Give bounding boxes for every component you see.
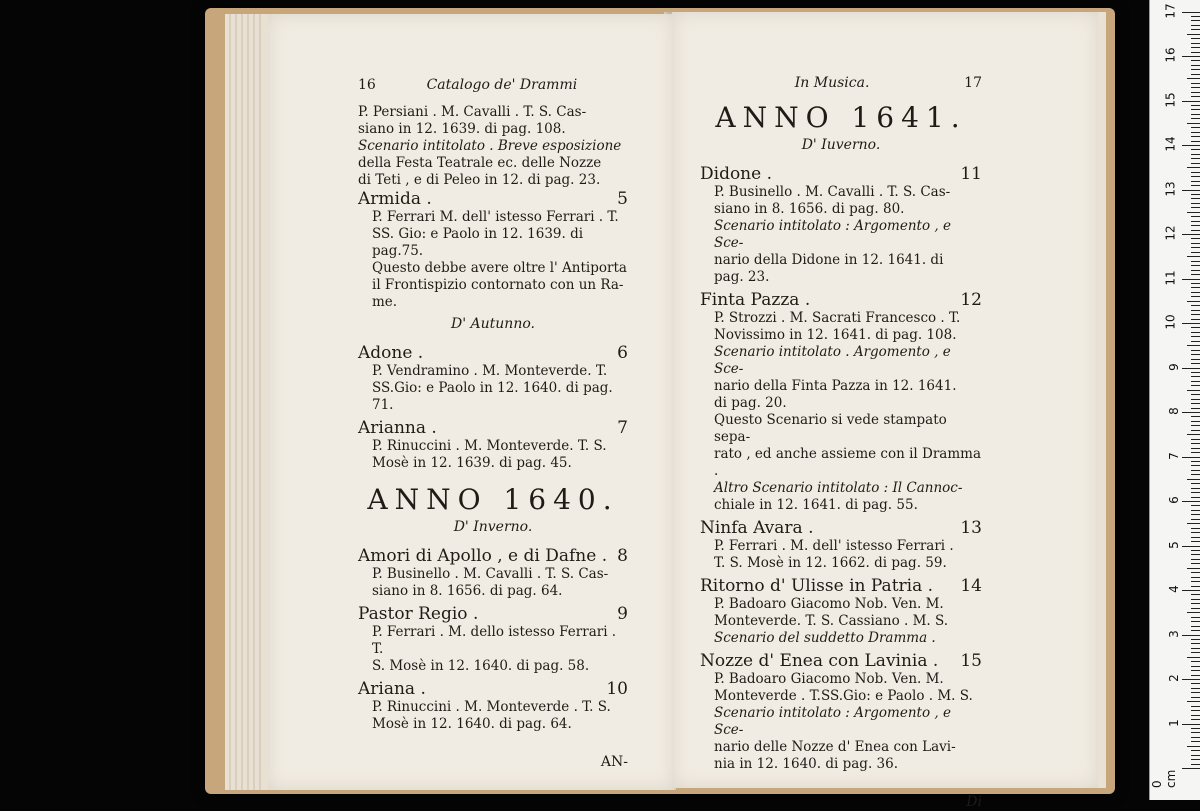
- ruler-minor-tick: [1191, 648, 1200, 649]
- ruler-minor-tick: [1191, 172, 1200, 173]
- ruler-minor-tick: [1191, 207, 1200, 208]
- ruler-major-tick: [1182, 768, 1200, 769]
- ruler-minor-tick: [1191, 158, 1200, 159]
- ruler-label: 6: [1167, 496, 1182, 504]
- entry-number: 10: [606, 679, 628, 699]
- ruler-minor-tick: [1191, 327, 1200, 328]
- entry-line: P. Ferrari . M. dello istesso Ferrari . T.: [372, 624, 617, 657]
- entry-line: SS. Gio: e Paolo in 12. 1639. di pag.75.: [372, 226, 584, 259]
- ruler-major-tick: [1182, 368, 1200, 369]
- ruler-minor-tick: [1191, 372, 1200, 373]
- ruler-minor-tick: [1191, 247, 1200, 248]
- ruler-minor-tick: [1191, 732, 1200, 733]
- entry-ariana: [358, 679, 628, 733]
- right-page-header: [700, 74, 982, 92]
- ruler-minor-tick: [1191, 243, 1200, 244]
- entry-line: P. Badoaro Giacomo Nob. Ven. M.: [714, 596, 944, 612]
- ruler-minor-tick: [1191, 617, 1200, 618]
- left-catchword: AN-: [600, 754, 628, 770]
- ruler-minor-tick: [1191, 261, 1200, 262]
- ruler-minor-tick: [1191, 759, 1200, 760]
- ruler-label: 14: [1163, 136, 1178, 152]
- ruler-minor-tick: [1187, 390, 1200, 391]
- entry-armida: [358, 189, 628, 311]
- ruler-minor-tick: [1191, 688, 1200, 689]
- entry-nozze-d-enea: [700, 651, 982, 773]
- entry-title: Ninfa Avara .: [700, 518, 814, 538]
- ruler-minor-tick: [1191, 706, 1200, 707]
- entry-didone: [700, 164, 982, 286]
- ruler-minor-tick: [1191, 136, 1200, 137]
- ruler-minor-tick: [1191, 465, 1200, 466]
- ruler-minor-tick: [1187, 256, 1200, 257]
- ruler-minor-tick: [1191, 83, 1200, 84]
- ruler-minor-tick: [1191, 448, 1200, 449]
- ruler-minor-tick: [1187, 568, 1200, 569]
- ruler-minor-tick: [1191, 510, 1200, 511]
- left-top-lines: [358, 104, 628, 189]
- ruler-label: 13: [1163, 180, 1178, 197]
- ruler-minor-tick: [1191, 305, 1200, 306]
- entry-line: P. Ferrari . M. dell' istesso Ferrari .: [714, 538, 954, 554]
- ruler-minor-tick: [1191, 163, 1200, 164]
- entry-number: 9: [617, 604, 628, 624]
- entry-title: Finta Pazza .: [700, 290, 811, 310]
- ruler-label: 16: [1163, 47, 1178, 63]
- right-page: [672, 12, 1106, 810]
- ruler-minor-tick: [1191, 314, 1200, 315]
- season-autumn: D' Autunno.: [451, 316, 535, 332]
- page-edges: [225, 14, 265, 790]
- entry-title: Ariana .: [358, 679, 426, 699]
- ruler-minor-tick: [1191, 252, 1200, 253]
- ruler-minor-tick: [1191, 296, 1200, 297]
- ruler-minor-tick: [1191, 363, 1200, 364]
- entry-title: Amori di Apollo , e di Dafne .: [358, 546, 608, 566]
- entry-line: chiale in 12. 1641. di pag. 55.: [714, 497, 918, 513]
- ruler-minor-tick: [1191, 16, 1200, 17]
- ruler-minor-tick: [1191, 154, 1200, 155]
- entry-number: 8: [617, 546, 628, 566]
- entry-number: 14: [960, 576, 982, 596]
- ruler-minor-tick: [1191, 741, 1200, 742]
- ruler-minor-tick: [1191, 537, 1200, 538]
- ruler-label: 8: [1167, 407, 1182, 415]
- ruler-minor-tick: [1187, 301, 1200, 302]
- ruler-minor-tick: [1191, 519, 1200, 520]
- ruler-minor-tick: [1187, 167, 1200, 168]
- ruler-minor-tick: [1191, 394, 1200, 395]
- ruler-label: 10: [1163, 314, 1178, 330]
- entry-line: nia in 12. 1640. di pag. 36.: [714, 756, 898, 772]
- entry-number: 5: [617, 189, 628, 209]
- ruler-major-tick: [1182, 323, 1200, 324]
- entry-number: 13: [960, 518, 982, 538]
- ruler-minor-tick: [1191, 577, 1200, 578]
- entry-title: Nozze d' Enea con Lavinia .: [700, 651, 939, 671]
- ruler-minor-tick: [1191, 403, 1200, 404]
- ruler-minor-tick: [1191, 439, 1200, 440]
- ruler-major-tick: [1182, 724, 1200, 725]
- ruler-minor-tick: [1191, 550, 1200, 551]
- ruler-minor-tick: [1191, 181, 1200, 182]
- ruler-minor-tick: [1191, 114, 1200, 115]
- ruler-minor-tick: [1191, 149, 1200, 150]
- ruler-minor-tick: [1191, 92, 1200, 93]
- entry-title: Pastor Regio .: [358, 604, 479, 624]
- ruler-minor-tick: [1191, 683, 1200, 684]
- entry-line: Novissimo in 12. 1641. di pag. 108.: [714, 327, 957, 343]
- ruler-label: 1: [1167, 718, 1182, 727]
- left-page: [262, 14, 674, 790]
- ruler-minor-tick: [1191, 528, 1200, 529]
- ruler-minor-tick: [1191, 399, 1200, 400]
- entry-line: siano in 8. 1656. di pag. 80.: [714, 201, 905, 217]
- entry-title: Arianna .: [358, 418, 437, 438]
- entry-title: Ritorno d' Ulisse in Patria .: [700, 576, 934, 596]
- ruler-minor-tick: [1187, 345, 1200, 346]
- entry-line: il Frontispizio contornato con un Ra-: [372, 277, 624, 293]
- entry-title: Didone .: [700, 164, 773, 184]
- entry-line: P. Rinuccini . M. Monteverde. T. S.: [372, 438, 607, 454]
- entry-line: Altro Scenario intitolato : Il Cannoc-: [714, 480, 963, 496]
- ruler-minor-tick: [1191, 350, 1200, 351]
- ruler-major-tick: [1182, 12, 1200, 13]
- ruler-major-tick: [1182, 679, 1200, 680]
- ruler-major-tick: [1182, 501, 1200, 502]
- ruler-major-tick: [1182, 145, 1200, 146]
- ruler-minor-tick: [1191, 492, 1200, 493]
- ruler-minor-tick: [1191, 692, 1200, 693]
- entry-line: T. S. Mosè in 12. 1662. di pag. 59.: [714, 555, 947, 571]
- ruler-label: 11: [1163, 269, 1178, 286]
- ruler-minor-tick: [1191, 452, 1200, 453]
- ruler-major-tick: [1182, 590, 1200, 591]
- ruler-major-tick: [1182, 56, 1200, 57]
- ruler-minor-tick: [1191, 719, 1200, 720]
- left-top-line: siano in 12. 1639. di pag. 108.: [358, 121, 566, 137]
- entry-line: P. Businello . M. Cavalli . T. S. Cas-: [714, 184, 951, 200]
- entry-title: Armida .: [358, 189, 432, 209]
- ruler-minor-tick: [1187, 701, 1200, 702]
- entry-line: Mosè in 12. 1639. di pag. 45.: [372, 455, 572, 471]
- ruler-minor-tick: [1191, 265, 1200, 266]
- ruler-minor-tick: [1187, 34, 1200, 35]
- ruler-minor-tick: [1191, 626, 1200, 627]
- ruler-minor-tick: [1191, 594, 1200, 595]
- year-heading-1641: ANNO 1641.: [715, 101, 967, 134]
- ruler-minor-tick: [1191, 25, 1200, 26]
- ruler-minor-tick: [1191, 225, 1200, 226]
- ruler-minor-tick: [1191, 127, 1200, 128]
- ruler-minor-tick: [1191, 105, 1200, 106]
- ruler-minor-tick: [1191, 737, 1200, 738]
- ruler-minor-tick: [1191, 319, 1200, 320]
- ruler-minor-tick: [1191, 425, 1200, 426]
- entry-title: Adone .: [358, 343, 424, 363]
- ruler-minor-tick: [1191, 764, 1200, 765]
- entry-line: P. Rinuccini . M. Monteverde . T. S.: [372, 699, 611, 715]
- ruler-label: 4: [1167, 585, 1182, 593]
- ruler-minor-tick: [1191, 198, 1200, 199]
- ruler-minor-tick: [1187, 479, 1200, 480]
- ruler-minor-tick: [1191, 20, 1200, 21]
- ruler-label: 15: [1163, 91, 1178, 108]
- ruler-major-tick: [1182, 279, 1200, 280]
- entry-number: 7: [617, 418, 628, 438]
- ruler-minor-tick: [1191, 443, 1200, 444]
- season-winter: D' Iuverno.: [801, 137, 881, 153]
- ruler-minor-tick: [1191, 52, 1200, 53]
- ruler-minor-tick: [1191, 483, 1200, 484]
- ruler-minor-tick: [1191, 666, 1200, 667]
- entry-line: P. Strozzi . M. Sacrati Francesco . T.: [714, 310, 961, 326]
- left-top-line: Scenario intitolato . Breve esposizione: [358, 138, 622, 154]
- entry-number: 12: [960, 290, 982, 310]
- ruler-minor-tick: [1187, 523, 1200, 524]
- entry-line: Questo debbe avere oltre l' Antiporta: [372, 260, 627, 276]
- ruler-major-tick: [1182, 635, 1200, 636]
- ruler-minor-tick: [1191, 359, 1200, 360]
- ruler-minor-tick: [1191, 376, 1200, 377]
- entry-line: Monteverde. T. S. Cassiano . M. S.: [714, 613, 949, 629]
- ruler-minor-tick: [1191, 194, 1200, 195]
- ruler-label: 7: [1167, 451, 1182, 460]
- ruler-minor-tick: [1191, 554, 1200, 555]
- ruler-minor-tick: [1187, 123, 1200, 124]
- ruler-minor-tick: [1191, 408, 1200, 409]
- ruler-minor-tick: [1191, 96, 1200, 97]
- ruler-minor-tick: [1191, 74, 1200, 75]
- ruler-major-tick: [1182, 101, 1200, 102]
- ruler-minor-tick: [1187, 212, 1200, 213]
- entry-line: Scenario intitolato : Argomento , e Sce-: [714, 218, 951, 251]
- season-winter: D' Inverno.: [453, 519, 533, 535]
- ruler-label: 9: [1167, 362, 1182, 371]
- ruler-minor-tick: [1191, 581, 1200, 582]
- entry-ninfa-avara: [700, 518, 982, 572]
- ruler-minor-tick: [1191, 274, 1200, 275]
- ruler-minor-tick: [1191, 608, 1200, 609]
- entry-line: P. Vendramino . M. Monteverde. T.: [372, 363, 608, 379]
- left-top-line: di Teti , e di Peleo in 12. di pag. 23.: [358, 172, 601, 188]
- entry-pastor-regio: [358, 604, 628, 675]
- ruler-minor-tick: [1191, 203, 1200, 204]
- ruler-minor-tick: [1191, 497, 1200, 498]
- entry-line: P. Badoaro Giacomo Nob. Ven. M.: [714, 671, 944, 687]
- ruler-minor-tick: [1191, 354, 1200, 355]
- ruler-minor-tick: [1191, 381, 1200, 382]
- ruler-minor-tick: [1191, 141, 1200, 142]
- ruler-minor-tick: [1191, 621, 1200, 622]
- entry-arianna: [358, 418, 628, 472]
- ruler-minor-tick: [1191, 216, 1200, 217]
- ruler-minor-tick: [1191, 599, 1200, 600]
- measuring-ruler: [1149, 0, 1200, 800]
- ruler-minor-tick: [1191, 586, 1200, 587]
- ruler-label: 12: [1163, 225, 1178, 241]
- entry-line: rato , ed anche assieme con il Dramma .: [714, 446, 982, 479]
- ruler-minor-tick: [1191, 43, 1200, 44]
- entry-line: P. Ferrari M. dell' istesso Ferrari . T.: [372, 209, 619, 225]
- right-page-text: [700, 74, 982, 811]
- entry-number: 15: [960, 651, 982, 671]
- ruler-minor-tick: [1191, 563, 1200, 564]
- entry-line: Mosè in 12. 1640. di pag. 64.: [372, 716, 572, 732]
- left-top-line: della Festa Teatrale ec. delle Nozze: [358, 155, 602, 171]
- entry-line: siano in 8. 1656. di pag. 64.: [372, 583, 563, 599]
- ruler-minor-tick: [1187, 78, 1200, 79]
- left-page-number: 16: [358, 77, 376, 93]
- ruler-minor-tick: [1191, 65, 1200, 66]
- ruler-minor-tick: [1191, 755, 1200, 756]
- entry-line: Scenario del suddetto Dramma .: [714, 630, 936, 646]
- ruler-minor-tick: [1191, 341, 1200, 342]
- ruler-label: 5: [1167, 540, 1182, 549]
- ruler-label: 0 cm: [1150, 769, 1178, 788]
- ruler-minor-tick: [1191, 283, 1200, 284]
- entry-adone: [358, 343, 628, 414]
- left-page-header: [358, 76, 628, 94]
- left-running-head: Catalogo de' Drammi: [426, 77, 578, 93]
- ruler-minor-tick: [1191, 661, 1200, 662]
- ruler-label: 2: [1167, 674, 1182, 682]
- right-page-number: 17: [964, 75, 982, 91]
- ruler-minor-tick: [1191, 230, 1200, 231]
- ruler-major-tick: [1182, 546, 1200, 547]
- ruler-minor-tick: [1191, 652, 1200, 653]
- entry-line: nario delle Nozze d' Enea con Lavi-: [714, 739, 956, 755]
- ruler-minor-tick: [1191, 29, 1200, 30]
- ruler-major-tick: [1182, 457, 1200, 458]
- year-heading-1640: ANNO 1640.: [367, 483, 619, 516]
- entry-line: me.: [372, 294, 398, 310]
- ruler-minor-tick: [1191, 697, 1200, 698]
- ruler-minor-tick: [1191, 38, 1200, 39]
- ruler-minor-tick: [1191, 728, 1200, 729]
- ruler-minor-tick: [1187, 434, 1200, 435]
- right-catchword: Di: [966, 794, 982, 810]
- ruler-minor-tick: [1191, 532, 1200, 533]
- ruler-minor-tick: [1191, 715, 1200, 716]
- entry-ritorno-d-ulisse: [700, 576, 982, 647]
- right-running-head: In Musica.: [794, 75, 870, 91]
- ruler-minor-tick: [1191, 185, 1200, 186]
- entry-line: Scenario intitolato . Argomento , e Sce-: [714, 344, 951, 377]
- entry-line: pag. 23.: [714, 269, 770, 285]
- ruler-minor-tick: [1191, 416, 1200, 417]
- ruler-minor-tick: [1191, 461, 1200, 462]
- ruler-minor-tick: [1191, 670, 1200, 671]
- ruler-minor-tick: [1191, 385, 1200, 386]
- left-page-text: [358, 76, 628, 771]
- ruler-minor-tick: [1191, 270, 1200, 271]
- entry-finta-pazza: [700, 290, 982, 514]
- ruler-minor-tick: [1191, 470, 1200, 471]
- ruler-minor-tick: [1191, 310, 1200, 311]
- ruler-minor-tick: [1191, 421, 1200, 422]
- ruler-minor-tick: [1191, 639, 1200, 640]
- ruler-minor-tick: [1191, 643, 1200, 644]
- ruler-minor-tick: [1191, 176, 1200, 177]
- ruler-minor-tick: [1191, 430, 1200, 431]
- ruler-minor-tick: [1191, 118, 1200, 119]
- ruler-minor-tick: [1191, 750, 1200, 751]
- ruler-minor-tick: [1191, 60, 1200, 61]
- entry-amori-di-apollo: [358, 546, 628, 600]
- ruler-minor-tick: [1191, 603, 1200, 604]
- entry-line: Scenario intitolato : Argomento , e Sce-: [714, 705, 951, 738]
- ruler-major-tick: [1182, 412, 1200, 413]
- ruler-major-tick: [1182, 234, 1200, 235]
- ruler-minor-tick: [1191, 474, 1200, 475]
- entry-line: Monteverde . T.SS.Gio: e Paolo . M. S.: [714, 688, 973, 704]
- ruler-minor-tick: [1191, 559, 1200, 560]
- ruler-minor-tick: [1191, 541, 1200, 542]
- entry-line: nario della Finta Pazza in 12. 1641.: [714, 378, 957, 394]
- entry-line: P. Businello . M. Cavalli . T. S. Cas-: [372, 566, 609, 582]
- ruler-minor-tick: [1191, 710, 1200, 711]
- ruler-minor-tick: [1191, 109, 1200, 110]
- ruler-minor-tick: [1191, 292, 1200, 293]
- ruler-minor-tick: [1191, 238, 1200, 239]
- ruler-minor-tick: [1191, 630, 1200, 631]
- ruler-minor-tick: [1191, 87, 1200, 88]
- entry-line: S. Mosè in 12. 1640. di pag. 58.: [372, 658, 590, 674]
- entry-line: di pag. 20.: [714, 395, 787, 411]
- ruler-minor-tick: [1191, 47, 1200, 48]
- entry-number: 11: [960, 164, 982, 184]
- ruler-minor-tick: [1191, 514, 1200, 515]
- ruler-minor-tick: [1191, 221, 1200, 222]
- ruler-label: 3: [1167, 629, 1182, 638]
- ruler-minor-tick: [1187, 657, 1200, 658]
- ruler-minor-tick: [1191, 69, 1200, 70]
- ruler-label: 17: [1163, 2, 1178, 19]
- ruler-minor-tick: [1191, 332, 1200, 333]
- entry-line: nario della Didone in 12. 1641. di: [714, 252, 944, 268]
- ruler-minor-tick: [1187, 612, 1200, 613]
- entry-line: Questo Scenario si vede stampato sepa-: [714, 412, 947, 445]
- ruler-minor-tick: [1191, 336, 1200, 337]
- ruler-minor-tick: [1191, 505, 1200, 506]
- entry-number: 6: [617, 343, 628, 363]
- ruler-minor-tick: [1191, 675, 1200, 676]
- entry-line: SS.Gio: e Paolo in 12. 1640. di pag. 71.: [372, 380, 613, 413]
- ruler-major-tick: [1182, 190, 1200, 191]
- ruler-minor-tick: [1191, 572, 1200, 573]
- ruler-minor-tick: [1187, 746, 1200, 747]
- ruler-minor-tick: [1191, 287, 1200, 288]
- ruler-minor-tick: [1191, 132, 1200, 133]
- ruler-minor-tick: [1191, 488, 1200, 489]
- left-top-line: P. Persiani . M. Cavalli . T. S. Cas-: [358, 104, 587, 120]
